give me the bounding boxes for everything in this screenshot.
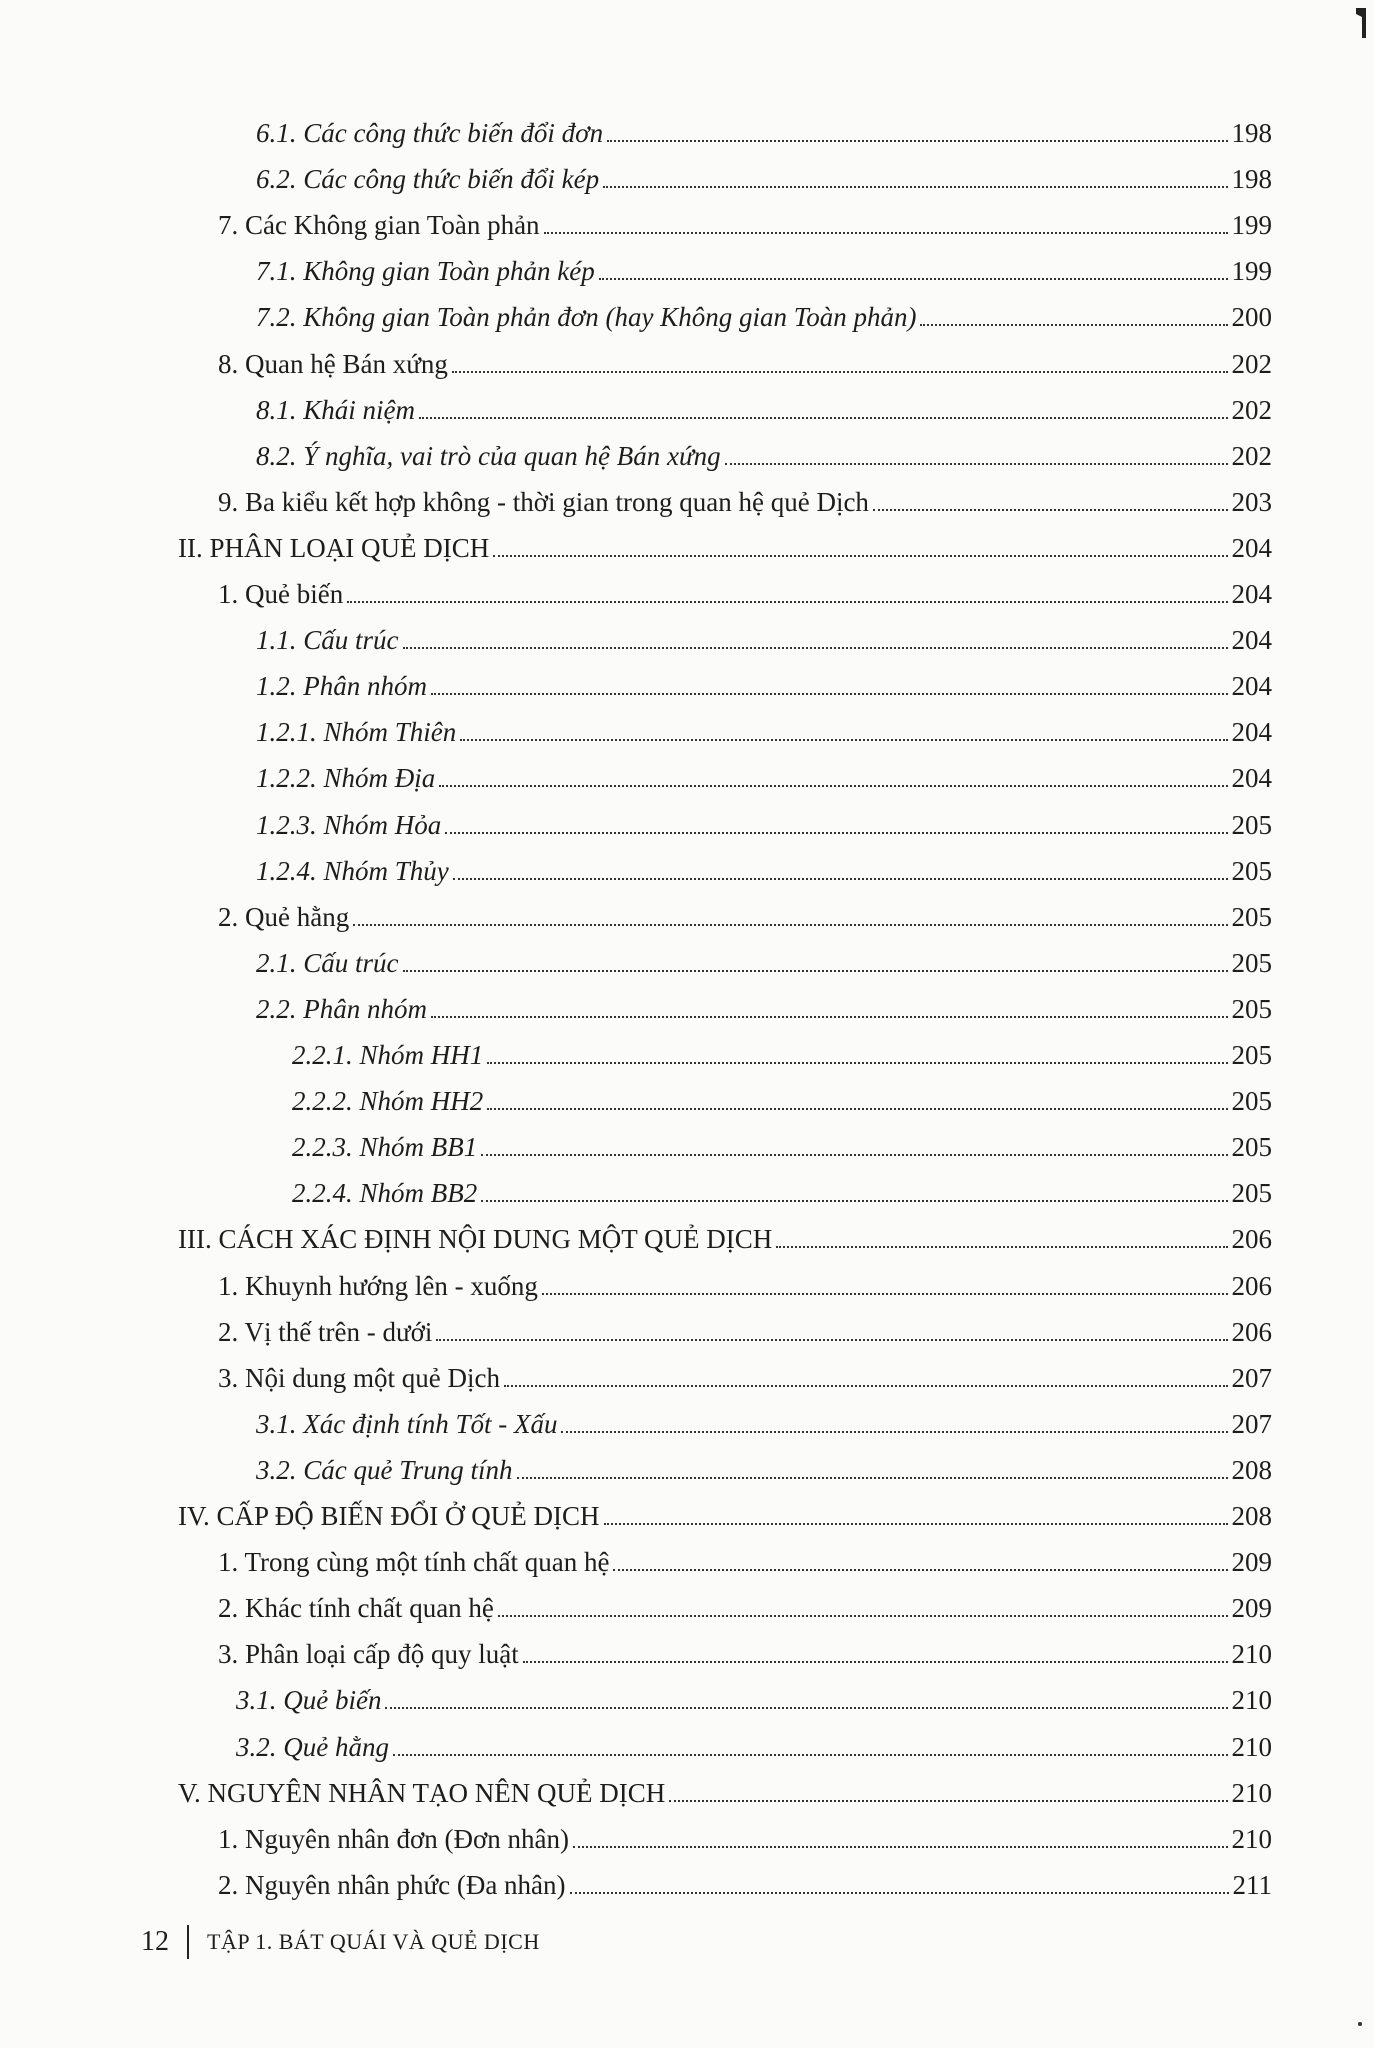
toc-entry-page: 205 [1231, 855, 1272, 886]
toc-entry [218, 1348, 1272, 1394]
toc-entry-title: 3. Phân loại cấp độ quy luật [218, 1639, 519, 1670]
toc-entry [292, 1117, 1272, 1163]
toc-entry-page: 202 [1231, 440, 1272, 471]
toc-entry-page: 200 [1231, 302, 1272, 333]
toc-entry [178, 1486, 1272, 1532]
toc-entry-page: 208 [1231, 1454, 1272, 1485]
toc-entry [218, 1532, 1272, 1578]
toc-entry [256, 748, 1272, 794]
toc-entry-title: 2.2. Phân nhóm [256, 993, 427, 1024]
toc-entry-title: 2.2.4. Nhóm BB2 [292, 1178, 478, 1209]
toc-entry-title: 1. Nguyên nhân đơn (Đơn nhân) [218, 1823, 569, 1854]
toc-entry-page: 206 [1231, 1270, 1272, 1301]
toc-entry [218, 334, 1272, 380]
toc-entry-title: 3.2. Các quẻ Trung tính [256, 1454, 513, 1485]
dot-leader [544, 232, 1228, 234]
dot-leader [873, 509, 1228, 511]
toc-entry [256, 795, 1272, 841]
toc-entry-title: 2. Nguyên nhân phức (Đa nhân) [218, 1869, 566, 1900]
toc-entry [256, 149, 1272, 195]
toc-entry-title: 2.2.3. Nhóm BB1 [292, 1132, 478, 1163]
toc-entry [218, 195, 1272, 241]
toc-entry [218, 1256, 1272, 1302]
scan-dot [1358, 2022, 1362, 2026]
toc-entry-title: 1.2.3. Nhóm Hỏa [256, 809, 442, 840]
dot-leader [393, 1754, 1228, 1756]
dot-leader [498, 1615, 1228, 1617]
toc-entry-title: 2.2.1. Nhóm HH1 [292, 1040, 484, 1070]
toc-entry-page: 209 [1231, 1593, 1272, 1624]
toc-entry-page: 205 [1231, 1132, 1272, 1163]
page-footer [141, 1925, 540, 1959]
toc-entry-title: 2.1. Cấu trúc [256, 947, 399, 978]
toc-entry [218, 887, 1272, 933]
dot-leader [669, 1800, 1227, 1802]
dot-leader [347, 601, 1227, 603]
toc-entry-page: 209 [1231, 1547, 1272, 1578]
dot-leader [453, 878, 1228, 880]
toc-entry [256, 979, 1272, 1025]
dot-leader [573, 1846, 1228, 1848]
toc-entry-title: 8.1. Khái niệm [256, 394, 415, 425]
dot-leader [353, 924, 1227, 926]
toc-entry [218, 1302, 1272, 1348]
toc-entry-page: 207 [1231, 1362, 1272, 1393]
toc-entry [218, 1809, 1272, 1855]
toc-entry-page: 205 [1231, 1086, 1272, 1117]
toc-entry-page: 210 [1231, 1731, 1272, 1762]
toc-entry-title: 7. Các Không gian Toàn phản [218, 210, 540, 241]
toc-entry [256, 933, 1272, 979]
corner-mark [1356, 8, 1366, 38]
toc-entry [292, 1163, 1272, 1209]
dot-leader [460, 739, 1227, 741]
running-title: TẬP 1. BÁT QUÁI VÀ QUẺ DỊCH [207, 1929, 540, 1954]
toc-entry-title: III. CÁCH XÁC ĐỊNH NỘI DUNG MỘT QUẺ DỊCH [178, 1224, 773, 1255]
toc-entry-page: 203 [1231, 486, 1272, 517]
toc-entry-page: 205 [1231, 1178, 1272, 1209]
toc-entry-title: 3.2. Quẻ hằng [236, 1731, 389, 1762]
toc-entry-page: 205 [1231, 947, 1272, 978]
toc-entry-title: 1.2.1. Nhóm Thiên [256, 717, 457, 748]
toc-entry-page: 204 [1231, 763, 1272, 794]
toc-entry-title: 2. Khác tính chất quan hệ [218, 1593, 494, 1624]
toc-entry-page: 210 [1231, 1685, 1272, 1716]
dot-leader [439, 785, 1227, 787]
toc-entry [256, 241, 1272, 287]
toc-entry-title: 3.1. Quẻ biến [236, 1685, 382, 1716]
dot-leader [604, 1523, 1228, 1525]
toc-entry [218, 1624, 1272, 1670]
toc-entry-title: 6.1. Các công thức biến đổi đơn [256, 118, 604, 148]
dot-leader [561, 1431, 1227, 1433]
footer-divider [187, 1925, 189, 1959]
toc-entry-title: 1. Trong cùng một tính chất quan hệ [218, 1547, 610, 1578]
dot-leader [452, 371, 1228, 373]
toc-entry-page: 210 [1231, 1777, 1272, 1808]
dot-leader [920, 324, 1227, 326]
toc-entry [256, 702, 1272, 748]
toc-entry-title: 8. Quan hệ Bán xứng [218, 348, 448, 379]
toc-entry-page: 208 [1231, 1501, 1272, 1531]
dot-leader [523, 1661, 1228, 1663]
toc-entry-title: 2. Vị thế trên - dưới [218, 1316, 433, 1347]
dot-leader [445, 832, 1227, 834]
toc-entry [218, 1578, 1272, 1624]
toc-entry [292, 1071, 1272, 1117]
toc-entry [236, 1670, 1272, 1716]
dot-leader [613, 1569, 1227, 1571]
toc-entry-page: 199 [1231, 256, 1272, 287]
toc-entry [218, 1855, 1272, 1901]
toc-entry [256, 426, 1272, 472]
toc-entry [256, 103, 1272, 149]
toc-entry [256, 610, 1272, 656]
toc-entry [236, 1717, 1272, 1763]
toc-entry-page: 206 [1231, 1224, 1272, 1255]
toc-entry [178, 1209, 1272, 1255]
dot-leader [493, 555, 1227, 557]
toc-entry-page: 202 [1231, 348, 1272, 379]
dot-leader [599, 278, 1228, 280]
dot-leader [487, 1108, 1227, 1110]
toc-entry-title: 3. Nội dung một quẻ Dịch [218, 1362, 500, 1393]
toc-entry-page: 205 [1231, 1040, 1272, 1070]
dot-leader [776, 1246, 1227, 1248]
dot-leader [517, 1477, 1228, 1479]
dot-leader [504, 1385, 1228, 1387]
toc-entry [256, 656, 1272, 702]
toc-entry-title: V. NGUYÊN NHÂN TẠO NÊN QUẺ DỊCH [178, 1777, 666, 1808]
toc-entry-page: 204 [1231, 671, 1272, 702]
dot-leader [419, 417, 1228, 419]
toc-entry [218, 564, 1272, 610]
toc-entry-page: 204 [1231, 717, 1272, 748]
dot-leader [487, 1062, 1227, 1064]
toc-entry-page: 204 [1231, 532, 1272, 563]
page-number: 12 [141, 1926, 169, 1957]
toc-entry-page: 204 [1231, 579, 1272, 609]
toc-entry-title: II. PHÂN LOẠI QUẺ DỊCH [178, 532, 490, 563]
toc-entry-page: 206 [1231, 1316, 1272, 1347]
toc-entry [256, 1440, 1272, 1486]
toc-entry-title: 1. Quẻ biến [218, 579, 344, 609]
dot-leader [431, 693, 1228, 695]
dot-leader [542, 1293, 1228, 1295]
dot-leader [725, 463, 1228, 465]
toc-entry-title: 7.2. Không gian Toàn phản đơn (hay Không gian Toàn phản) [256, 302, 917, 333]
toc-entry [218, 472, 1272, 518]
dot-leader [481, 1154, 1227, 1156]
dot-leader [385, 1707, 1227, 1709]
toc-entry [292, 1025, 1272, 1071]
toc-entry-title: 7.1. Không gian Toàn phản kép [256, 256, 595, 287]
toc-entry-page: 198 [1231, 118, 1272, 148]
dot-leader [481, 1200, 1227, 1202]
toc-entry [178, 1763, 1272, 1809]
toc-entry-page: 211 [1232, 1869, 1272, 1900]
toc-entry-page: 210 [1231, 1639, 1272, 1670]
toc-entry [256, 1394, 1272, 1440]
toc-entry-page: 202 [1231, 394, 1272, 425]
toc-entry-title: 2.2.2. Nhóm HH2 [292, 1086, 484, 1117]
toc-entry-page: 198 [1231, 164, 1272, 195]
toc-entry-title: 1.2.2. Nhóm Địa [256, 763, 436, 794]
toc-entry-title: 6.2. Các công thức biến đổi kép [256, 164, 600, 195]
toc-entry [256, 287, 1272, 333]
dot-leader [403, 647, 1228, 649]
toc-entry-title: 1. Khuynh hướng lên - xuống [218, 1270, 538, 1301]
toc-entry [256, 380, 1272, 426]
dot-leader [607, 140, 1227, 142]
dot-leader [436, 1339, 1227, 1341]
toc-entry-page: 205 [1231, 809, 1272, 840]
toc-entry-title: 1.2.4. Nhóm Thủy [256, 855, 449, 886]
toc-entry [256, 841, 1272, 887]
dot-leader [431, 1016, 1228, 1018]
toc-entry-title: 1.2. Phân nhóm [256, 671, 427, 702]
toc-entry-page: 205 [1231, 993, 1272, 1024]
toc-entry [178, 518, 1272, 564]
toc-entry-title: 9. Ba kiểu kết hợp không - thời gian trong quan hệ quẻ Dịch [218, 486, 869, 517]
toc-entry-page: 207 [1231, 1408, 1272, 1439]
toc-entry-page: 199 [1231, 210, 1272, 241]
dot-leader [570, 1892, 1229, 1894]
toc-entry-page: 204 [1231, 625, 1272, 656]
toc-entry-page: 205 [1231, 901, 1272, 932]
toc-entry-page: 210 [1231, 1823, 1272, 1854]
dot-leader [603, 186, 1227, 188]
toc-entry-title: 8.2. Ý nghĩa, vai trò của quan hệ Bán xứng [256, 440, 721, 471]
toc-entry-title: 2. Quẻ hằng [218, 901, 350, 932]
toc-entry-title: IV. CẤP ĐỘ BIẾN ĐỔI Ở QUẺ DỊCH [178, 1501, 600, 1531]
toc-entry-title: 1.1. Cấu trúc [256, 625, 399, 656]
dot-leader [403, 970, 1228, 972]
toc-entry-title: 3.1. Xác định tính Tốt - Xấu [256, 1408, 558, 1439]
